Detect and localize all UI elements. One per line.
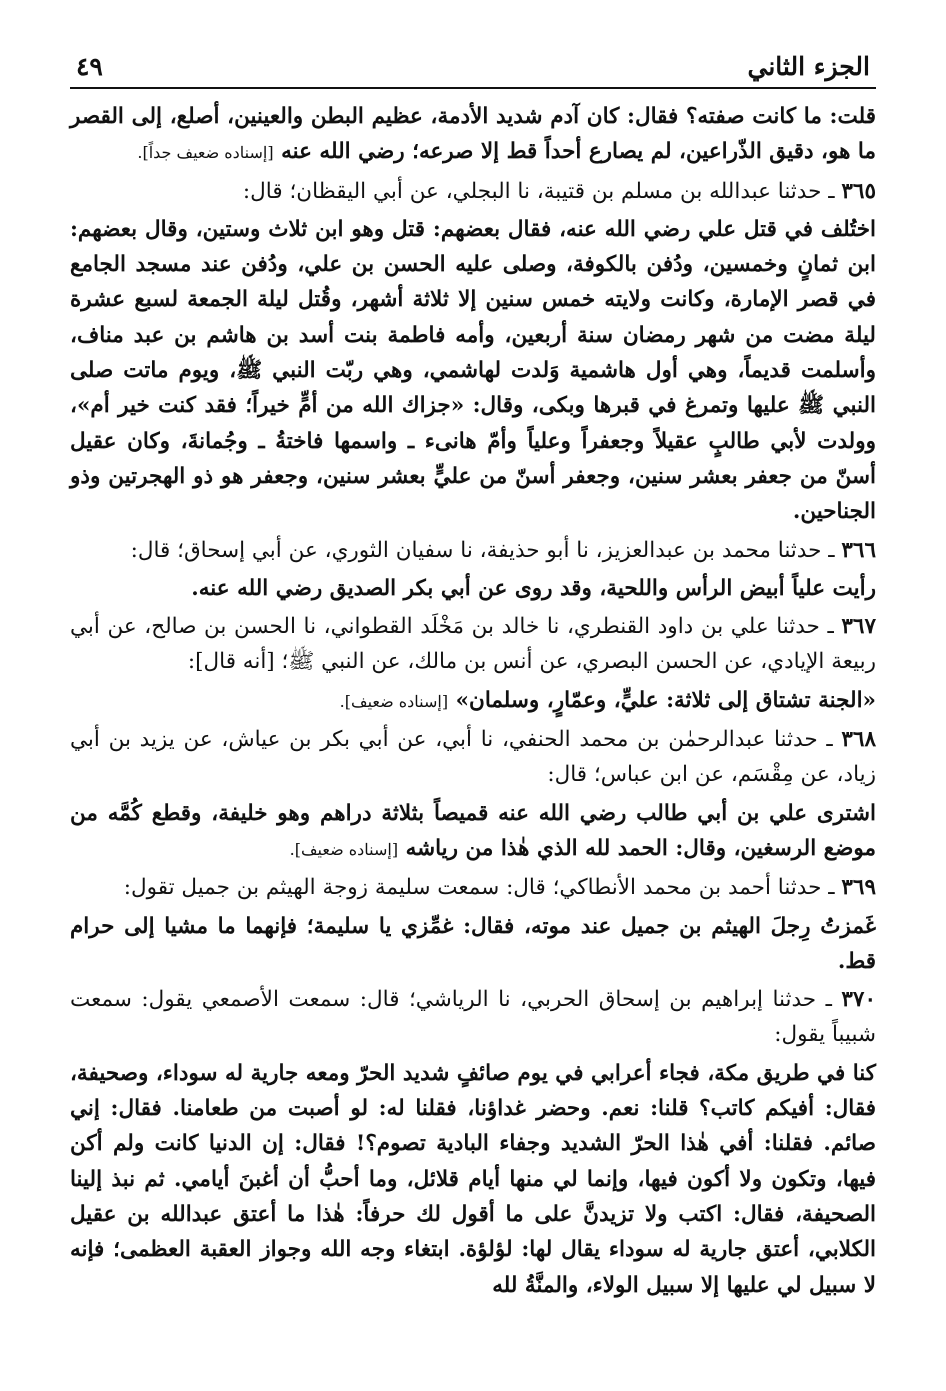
page-header — [70, 52, 876, 89]
hadith-number: ٣٦٨ — [841, 727, 876, 753]
paragraph-text: «الجنة تشتاق إلى ثلاثة: عليٍّ، وعمّارٍ، وسلمان» — [455, 687, 876, 713]
hadith-chain — [70, 609, 876, 680]
paragraph-text: اختُلف في قتل علي رضي الله عنه، فقال بعضهم: قتل وهو ابن ثلاث وستين، وقال بعضهم: ابن ثمانٍ وخمسين، ودُفن بالكوفة، وصلى عليه الحسن بن علي، ودُفن عند مسجد الجامع في قصر الإمارة، وكانت ولايته خمس سنين إلا ثلاثة أشهر، وقُتل ليلة الجمعة لسبع عشرة ليلة مضت من شهر رمضان سنة أربعين، وأمه فاطمة بنت أسد بن هاشم بن عبد مناف، وأسلمت قديماً، وهي أول هاشمية وَلدت لهاشمي، وهي ربّت النبي ﷺ، ويوم ماتت صلى النبي ﷺ عليها وتمرغ في قبرها وبكى، وقال: «جزاك الله من أمٍّ خيراً؛ فقد كنت خير أم»، وولدت لأبي طالبٍ عقيلاً وجعفراً وعلياً وأمّ هانىء ـ واسمها فاختةُ ـ وجُمانةَ، وكان عقيل أسنّ من جعفر بعشر سنين، وجعفر أسنّ من عليٍّ بعشر سنين، وجعفر هو ذو الهجرتين وذو الجناحين. — [70, 216, 876, 525]
text-paragraph — [70, 796, 876, 868]
text-paragraph — [70, 909, 876, 980]
hadith-number: ٣٦٧ — [841, 614, 876, 640]
hadith-number: ٣٦٥ — [841, 178, 876, 204]
chain-text: ـ حدثنا عبدالرحمٰن بن محمد الحنفي، نا أبي، عن أبي بكر بن عياش، عن يزيد بن أبي زياد، عن مِقْسَم، عن ابن عباس؛ قال: — [70, 727, 876, 788]
running-title: الجزء الثاني — [747, 52, 870, 81]
isnad-grade: [إسناده ضعيف جداً]. — [137, 143, 274, 163]
text-paragraph — [70, 99, 876, 171]
text-paragraph — [70, 683, 876, 719]
hadith-chain — [70, 533, 876, 568]
text-paragraph — [70, 212, 876, 530]
hadith-number: ٣٧٠ — [841, 987, 876, 1013]
chain-text: ـ حدثنا علي بن داود القنطري، نا خالد بن مَخْلَد القطواني، نا الحسن بن صالح، عن أبي ربيعة الإيادي، عن الحسن البصري، عن أنس بن مالك، عن النبي ﷺ؛ [أنه قال]: — [70, 614, 876, 675]
hadith-number: ٣٦٦ — [841, 537, 876, 563]
page-number: ٤٩ — [76, 52, 103, 81]
chain-text: ـ حدثنا أحمد بن محمد الأنطاكي؛ قال: سمعت سليمة زوجة الهيثم بن جميل تقول: — [123, 875, 842, 901]
hadith-chain — [70, 722, 876, 793]
text-paragraph — [70, 1056, 876, 1303]
chain-text: ـ حدثنا محمد بن عبدالعزيز، نا أبو حذيفة، نا سفيان الثوري، عن أبي إسحاق؛ قال: — [130, 537, 842, 563]
chain-text: ـ حدثنا إبراهيم بن إسحاق الحربي، نا الرياشي؛ قال: سمعت الأصمعي يقول: سمعت شبيباً يقول: — [70, 987, 876, 1048]
hadith-number: ٣٦٩ — [841, 875, 876, 901]
paragraph-text: رأيت علياً أبيض الرأس واللحية، وقد روى عن أبي بكر الصديق رضي الله عنه. — [191, 575, 876, 601]
text-paragraph — [70, 571, 876, 606]
hadith-chain — [70, 870, 876, 905]
hadith-chain — [70, 982, 876, 1053]
isnad-grade: [إسناده ضعيف]. — [289, 839, 399, 859]
isnad-grade: [إسناده ضعيف]. — [339, 691, 449, 711]
paragraph-text: قلت: ما كانت صفته؟ فقال: كان آدم شديد الأدمة، عظيم البطن والعينين، أصلع، إلى القصر ما هو، دقيق الذّراعين، لم يصارع أحداً قط إلا صرعه؛ رضي الله عنه — [70, 104, 876, 165]
paragraph-text: غَمزتُ رِجلَ الهيثم بن جميل عند موته، فقال: غمِّزي يا سليمة؛ فإنهما ما مشيا إلى حرام قط. — [70, 913, 876, 974]
paragraph-text: اشترى علي بن أبي طالب رضي الله عنه قميصاً بثلاثة دراهم وهو خليفة، وقطع كُمَّه من موضع الرسغين، وقال: الحمد لله الذي هٰذا من رياشه — [70, 800, 876, 861]
hadith-chain — [70, 174, 876, 209]
page-body — [70, 99, 876, 1303]
paragraph-text: كنا في طريق مكة، فجاء أعرابي في يوم صائفٍ شديد الحرّ ومعه جارية له سوداء، وصحيفة، فقال: أفيكم كاتب؟ قلنا: نعم. وحضر غداؤنا، فقلنا له: لو أصبت من طعامنا. فقال: إني صائم. فقلنا: أفي هٰذا الحرّ الشديد وجفاء البادية تصوم؟! فقال: إن الدنيا كانت ولم أكن فيها، وتكون ولا أكون فيها، وإنما لي منها أيام قلائل، وما أحبُّ أن أغبنَ أيامي. ثم نبذ إلينا الصحيفة، فقال: اكتب ولا تزيدنَّ على ما أقول لك حرفاً: هٰذا ما أعتق عبدالله بن عقيل الكلابي، أعتق جارية له سوداء يقال لها: لؤلؤة. ابتغاء وجه الله وجواز العقبة العظمى؛ فإنه لا سبيل لي عليها إلا سبيل الولاء، والمنَّةُ لله — [69, 1060, 876, 1298]
chain-text: ـ حدثنا عبدالله بن مسلم بن قتيبة، نا البجلي، عن أبي اليقظان؛ قال: — [242, 178, 842, 204]
